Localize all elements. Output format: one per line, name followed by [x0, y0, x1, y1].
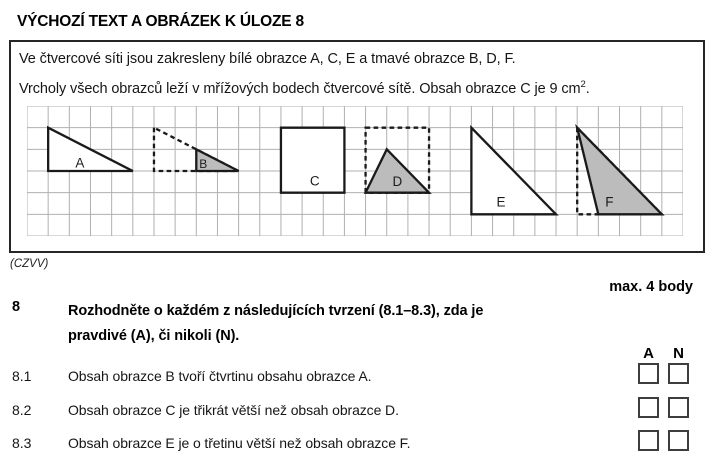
shape-label-C: C: [309, 173, 320, 189]
question-text: [68, 299, 528, 349]
checkbox-8-2-N[interactable]: [668, 397, 689, 418]
checkbox-8-2-A[interactable]: [638, 397, 659, 418]
intro-line-2: Vrcholy všech obrazců leží v mřížových bodech čtvercové sítě. Obsah obrazce C je 9 $cm^2$.: [19, 79, 590, 97]
intro-line-1: Ve čtvercové síti jsou zakresleny bílé obrazce A, C, E a tmavé obrazce B, D, F.: [19, 51, 516, 67]
checkbox-8-3-N[interactable]: [668, 430, 689, 451]
intro-box: [9, 40, 705, 253]
answer-column-header-N: N: [673, 345, 684, 362]
checkbox-8-1-A[interactable]: [638, 363, 659, 384]
checkbox-8-1-N[interactable]: [668, 363, 689, 384]
question-number: 8: [12, 299, 21, 315]
statement-text-8-3: Obsah obrazce E je o třetinu větší než obsah obrazce F.: [68, 435, 411, 451]
square-grid-figure: [27, 106, 683, 236]
shape-label-A: A: [75, 155, 85, 171]
statement-text-8-2: Obsah obrazce C je třikrát větší než obsah obrazce D.: [68, 402, 399, 418]
statement-number-8-1: 8.1: [12, 368, 32, 384]
max-points-label: max. 4 body: [609, 279, 693, 295]
checkbox-8-3-A[interactable]: [638, 430, 659, 451]
shape-label-D: D: [392, 173, 403, 189]
page-title: VÝCHOZÍ TEXT A OBRÁZEK K ÚLOZE 8: [17, 13, 304, 30]
statement-number-8-2: 8.2: [12, 402, 32, 418]
question-text-line-1: Rozhodněte o každém z následujících tvrzení (8.1–8.3), zda je: [68, 303, 484, 319]
question-text-line-2: pravdivé (A), či nikoli (N).: [68, 328, 240, 344]
intro-text: [19, 47, 697, 102]
shape-label-B: B: [199, 156, 208, 171]
shape-label-F: F: [605, 194, 614, 210]
source-attribution: (CZVV): [10, 258, 49, 270]
statement-number-8-3: 8.3: [12, 435, 32, 451]
statement-text-8-1: Obsah obrazce B tvoří čtvrtinu obsahu obrazce A.: [68, 368, 372, 384]
answer-column-header-A: A: [643, 345, 654, 362]
shape-label-E: E: [496, 194, 506, 210]
superscript-2: 2: [580, 79, 586, 90]
